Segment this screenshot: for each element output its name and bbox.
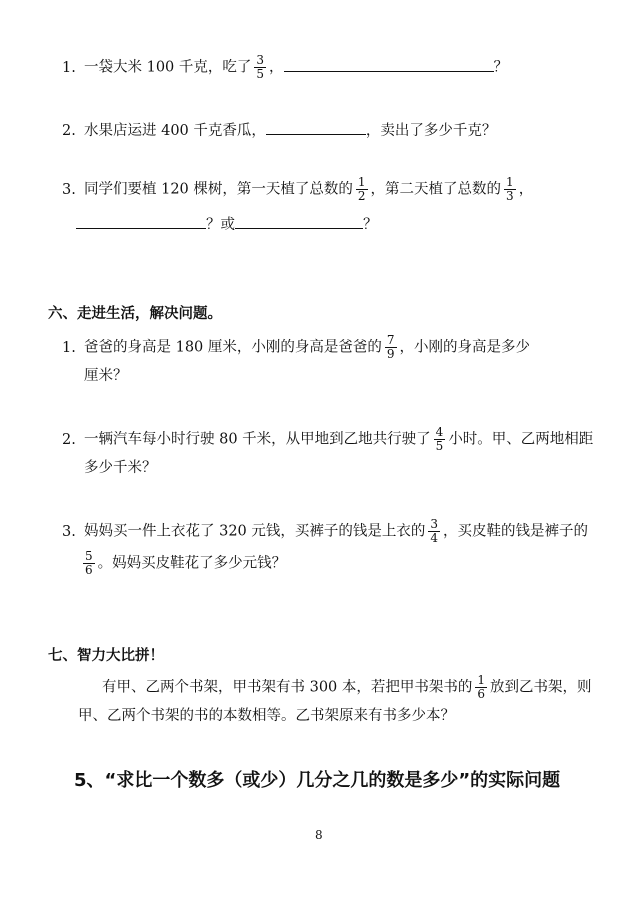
fill-question-2: 2. 水果店运进 400 千克香瓜， ，卖出了多少千克？ — [62, 118, 496, 141]
fraction: $\frac{4}{5}$ — [435, 425, 444, 453]
fraction: $\frac{3}{4}$ — [430, 517, 439, 545]
fraction: $\frac{3}{5}$ — [256, 53, 265, 81]
fill-question-3: 3. 同学们要植 120 棵树，第一天植了总数的 $\frac{1}{2}$ ，第二天植了总数的 $\frac{1}{3}$ ， — [62, 175, 534, 203]
fraction: $\frac{7}{9}$ — [386, 333, 395, 361]
fraction: $\frac{5}{6}$ — [85, 549, 93, 577]
answer-blank[interactable] — [235, 212, 363, 229]
problem-6-1-cont: 厘米？ — [84, 368, 128, 384]
problem-6-2-cont: 多少千米？ — [84, 460, 157, 476]
section-six-title: 六、走进生活，解决问题。 — [48, 306, 222, 322]
fill-question-1: 1. 一袋大米 100 千克，吃了 $\frac{3}{5}$ ， ？ — [62, 53, 509, 81]
page-number: 8 — [315, 828, 323, 842]
puzzle-line-1: 有甲、乙两个书架，甲书架有书 300 本，若把甲书架书的 $\frac{1}{6}$ 放到乙书架，则 — [102, 673, 592, 701]
problem-6-3-cont: $\frac{5}{6}$ 。妈妈买皮鞋花了多少元钱？ — [85, 549, 287, 577]
fraction: $\frac{1}{6}$ — [477, 673, 486, 701]
puzzle-line-2: 甲、乙两个书架的书的本数相等。乙书架原来有书多少本？ — [78, 708, 455, 724]
fill-question-3-answers: ？或 ？ — [76, 212, 378, 235]
answer-blank[interactable] — [76, 212, 206, 229]
section-seven-title: 七、智力大比拼！ — [48, 648, 164, 664]
answer-blank[interactable] — [284, 55, 494, 72]
problem-6-2: 2. 一辆汽车每小时行驶 80 千米，从甲地到乙地共行驶了 $\frac{4}{5}$ 小时。甲、乙两地相距 — [62, 425, 594, 453]
problem-6-3: 3. 妈妈买一件上衣花了 320 元钱，买裤子的钱是上衣的 $\frac{3}{4}$ ，买皮鞋的钱是裤子的 — [62, 517, 589, 545]
fraction: $\frac{1}{2}$ — [357, 175, 366, 203]
next-section-title: 5、“求比一个数多（或少）几分之几的数是多少”的实际问题 — [74, 770, 561, 791]
fraction: $\frac{1}{3}$ — [506, 175, 514, 203]
answer-blank[interactable] — [266, 118, 366, 135]
problem-6-1: 1. 爸爸的身高是 180 厘米，小刚的身高是爸爸的 $\frac{7}{9}$ ，小刚的身高是多少 — [62, 333, 531, 361]
